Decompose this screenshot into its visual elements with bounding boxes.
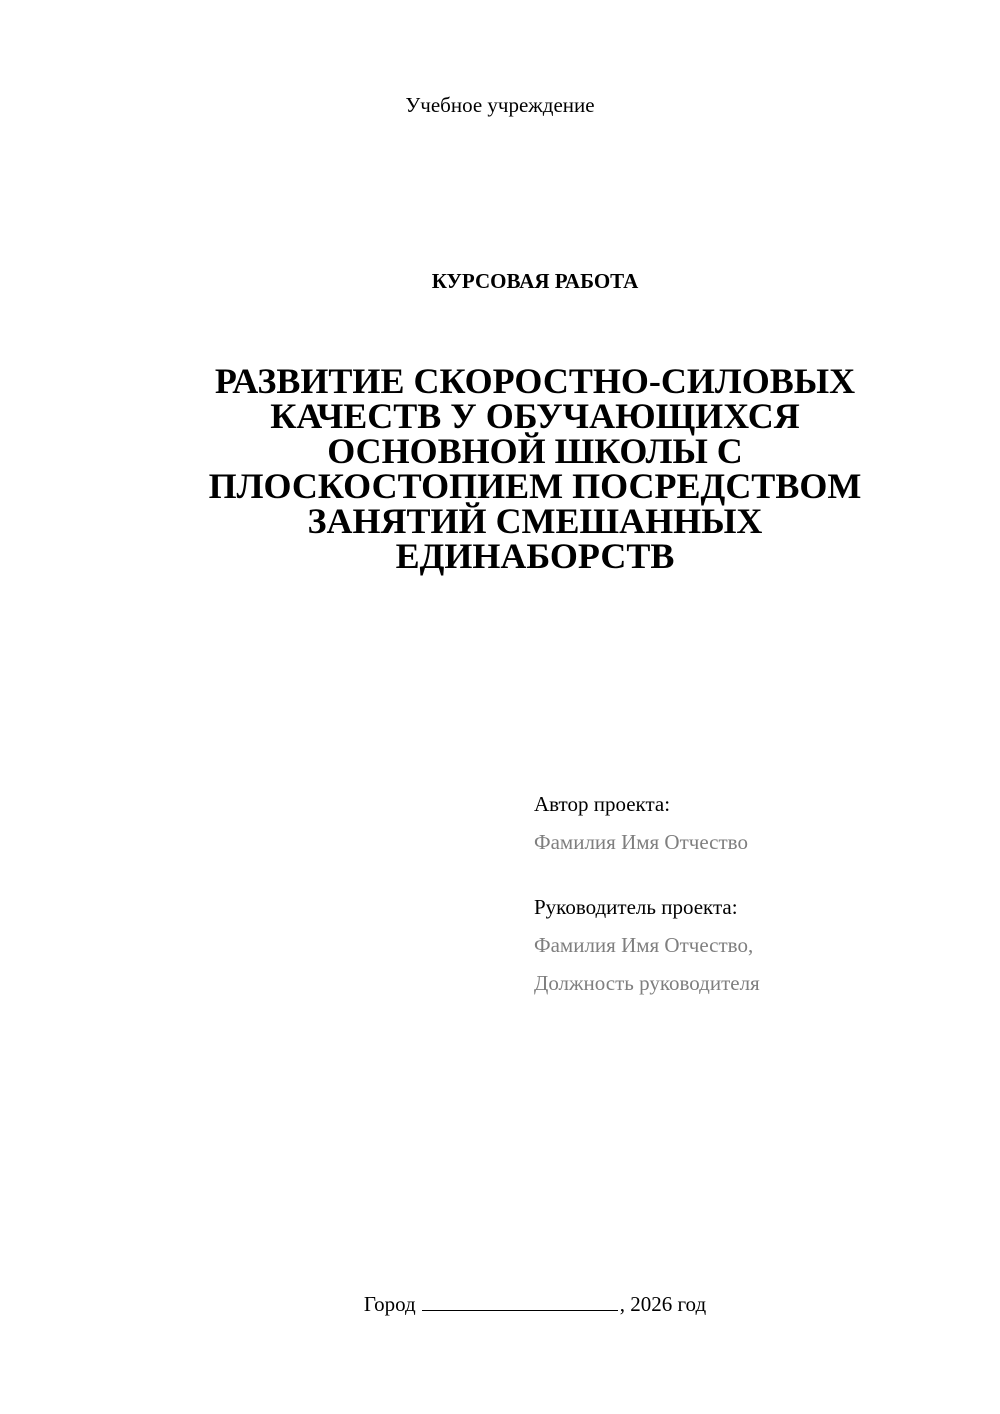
supervisor-label: Руководитель проекта: <box>534 895 738 919</box>
supervisor-position: Должность руководителя <box>534 971 760 995</box>
title-line-4: ПЛОСКОСТОПИЕМ ПОСРЕДСТВОМ <box>208 466 862 506</box>
city-label: Город <box>363 1292 416 1316</box>
document-type: КУРСОВАЯ РАБОТА <box>431 269 639 293</box>
author-label: Автор проекта: <box>534 792 671 816</box>
credits-spacer <box>534 861 974 888</box>
author-name: Фамилия Имя Отчество <box>534 830 748 854</box>
title-line-6: ЕДИНАБОРСТВ <box>395 536 675 576</box>
title-line-5: ЗАНЯТИЙ СМЕШАННЫХ <box>307 501 763 541</box>
title-line-1: РАЗВИТИЕ СКОРОСТНО-СИЛОВЫХ <box>214 361 856 401</box>
title-line-2: КАЧЕСТВ У ОБУЧАЮЩИХСЯ <box>270 396 800 436</box>
city-year-line <box>0 1290 1000 1318</box>
year-text: , 2026 год <box>619 1292 707 1316</box>
city-blank-line <box>422 1290 618 1311</box>
title-line-3: ОСНОВНОЙ ШКОЛЫ С <box>327 431 743 471</box>
institution-name: Учебное учреждение <box>405 93 595 117</box>
supervisor-name: Фамилия Имя Отчество, <box>534 933 754 957</box>
document-title <box>150 361 920 576</box>
credits-block <box>534 785 974 1002</box>
